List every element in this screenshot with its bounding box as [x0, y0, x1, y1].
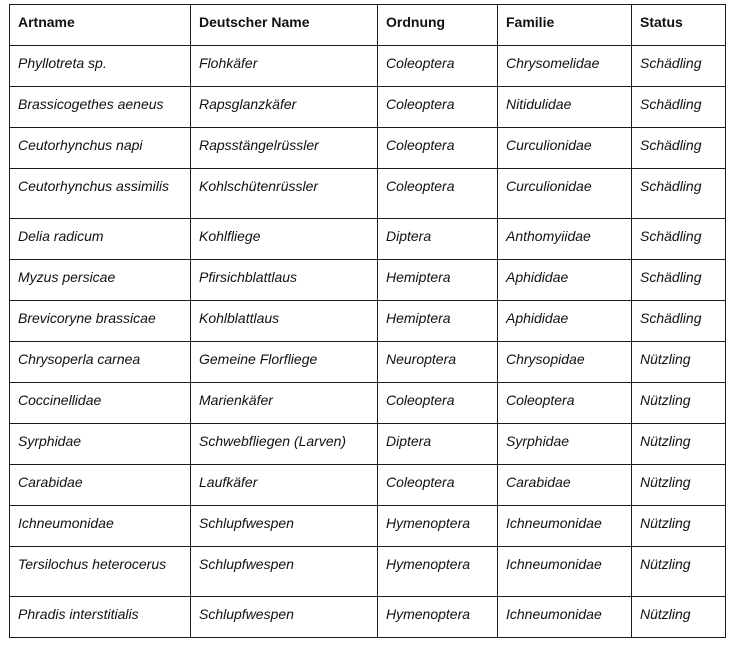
cell-familie: Aphididae [498, 301, 632, 342]
cell-status: Nützling [632, 342, 726, 383]
table-row [10, 87, 726, 128]
header-deutscher-name: Deutscher Name [191, 5, 378, 46]
table-row [10, 219, 726, 260]
cell-status: Schädling [632, 260, 726, 301]
table-row [10, 383, 726, 424]
cell-deutscher-name: Schwebfliegen (Larven) [191, 424, 378, 465]
table-row [10, 301, 726, 342]
cell-artname: Delia radicum [10, 219, 191, 260]
cell-status: Schädling [632, 46, 726, 87]
cell-deutscher-name: Kohlschütenrüssler [191, 169, 378, 219]
cell-deutscher-name: Gemeine Florfliege [191, 342, 378, 383]
table-row [10, 128, 726, 169]
cell-ordnung: Hymenoptera [378, 506, 498, 547]
cell-deutscher-name: Marienkäfer [191, 383, 378, 424]
cell-artname: Coccinellidae [10, 383, 191, 424]
cell-familie: Ichneumonidae [498, 547, 632, 597]
table-row [10, 46, 726, 87]
cell-deutscher-name: Schlupfwespen [191, 597, 378, 638]
cell-ordnung: Hemiptera [378, 301, 498, 342]
cell-ordnung: Coleoptera [378, 169, 498, 219]
cell-familie: Ichneumonidae [498, 506, 632, 547]
cell-ordnung: Coleoptera [378, 383, 498, 424]
cell-deutscher-name: Kohlblattlaus [191, 301, 378, 342]
cell-deutscher-name: Schlupfwespen [191, 547, 378, 597]
cell-artname: Syrphidae [10, 424, 191, 465]
cell-ordnung: Neuroptera [378, 342, 498, 383]
table-row [10, 342, 726, 383]
header-ordnung: Ordnung [378, 5, 498, 46]
cell-ordnung: Diptera [378, 219, 498, 260]
cell-status: Nützling [632, 506, 726, 547]
cell-deutscher-name: Rapsglanzkäfer [191, 87, 378, 128]
cell-artname: Brevicoryne brassicae [10, 301, 191, 342]
cell-deutscher-name: Schlupfwespen [191, 506, 378, 547]
cell-status: Schädling [632, 219, 726, 260]
cell-artname: Phradis interstitialis [10, 597, 191, 638]
cell-familie: Curculionidae [498, 169, 632, 219]
cell-familie: Nitidulidae [498, 87, 632, 128]
table-row [10, 465, 726, 506]
cell-familie: Ichneumonidae [498, 597, 632, 638]
cell-ordnung: Coleoptera [378, 465, 498, 506]
table-row [10, 547, 726, 597]
header-artname: Artname [10, 5, 191, 46]
header-familie: Familie [498, 5, 632, 46]
cell-familie: Chrysomelidae [498, 46, 632, 87]
cell-ordnung: Coleoptera [378, 128, 498, 169]
header-row [10, 5, 726, 46]
cell-status: Schädling [632, 87, 726, 128]
cell-ordnung: Diptera [378, 424, 498, 465]
cell-deutscher-name: Flohkäfer [191, 46, 378, 87]
table-row [10, 506, 726, 547]
header-status: Status [632, 5, 726, 46]
cell-familie: Carabidae [498, 465, 632, 506]
table-row [10, 597, 726, 638]
cell-artname: Brassicogethes aeneus [10, 87, 191, 128]
cell-status: Nützling [632, 424, 726, 465]
cell-ordnung: Hemiptera [378, 260, 498, 301]
table-row [10, 169, 726, 219]
cell-familie: Coleoptera [498, 383, 632, 424]
cell-familie: Aphididae [498, 260, 632, 301]
cell-status: Nützling [632, 465, 726, 506]
cell-ordnung: Coleoptera [378, 87, 498, 128]
cell-artname: Tersilochus heterocerus [10, 547, 191, 597]
cell-artname: Phyllotreta sp. [10, 46, 191, 87]
cell-status: Schädling [632, 128, 726, 169]
cell-artname: Myzus persicae [10, 260, 191, 301]
cell-artname: Ichneumonidae [10, 506, 191, 547]
cell-familie: Anthomyiidae [498, 219, 632, 260]
cell-artname: Ceutorhynchus assimilis [10, 169, 191, 219]
cell-status: Nützling [632, 547, 726, 597]
cell-ordnung: Hymenoptera [378, 547, 498, 597]
cell-familie: Curculionidae [498, 128, 632, 169]
cell-ordnung: Hymenoptera [378, 597, 498, 638]
cell-status: Nützling [632, 383, 726, 424]
cell-deutscher-name: Kohlfliege [191, 219, 378, 260]
cell-ordnung: Coleoptera [378, 46, 498, 87]
table-row [10, 424, 726, 465]
cell-artname: Chrysoperla carnea [10, 342, 191, 383]
cell-artname: Ceutorhynchus napi [10, 128, 191, 169]
cell-status: Schädling [632, 169, 726, 219]
cell-artname: Carabidae [10, 465, 191, 506]
table-body [10, 46, 726, 638]
cell-familie: Syrphidae [498, 424, 632, 465]
table-row [10, 260, 726, 301]
cell-deutscher-name: Pfirsichblattlaus [191, 260, 378, 301]
cell-familie: Chrysopidae [498, 342, 632, 383]
cell-deutscher-name: Rapsstängelrüssler [191, 128, 378, 169]
cell-deutscher-name: Laufkäfer [191, 465, 378, 506]
species-table [9, 4, 726, 638]
cell-status: Nützling [632, 597, 726, 638]
cell-status: Schädling [632, 301, 726, 342]
